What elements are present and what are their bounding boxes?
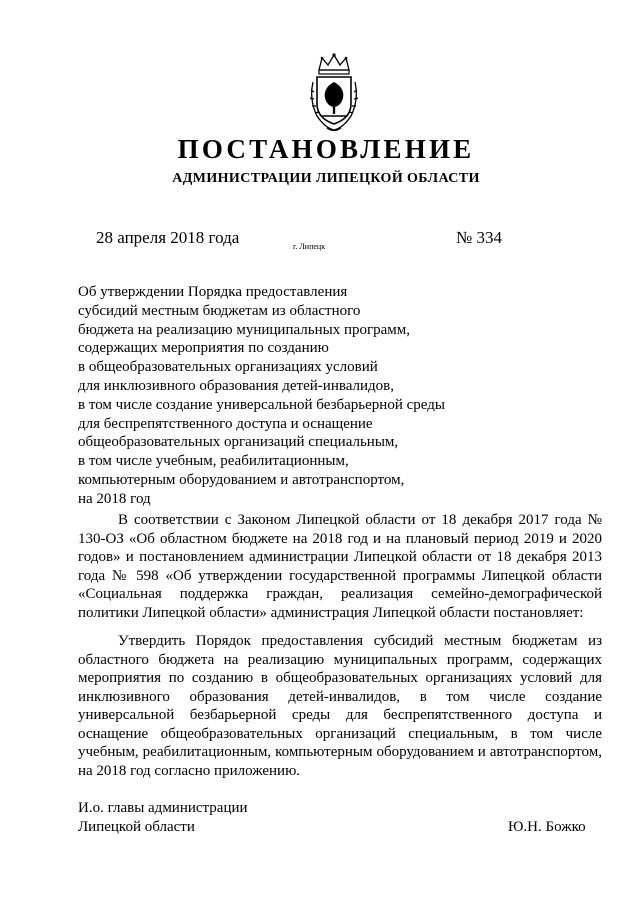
document-authority: АДМИНИСТРАЦИИ ЛИПЕЦКОЙ ОБЛАСТИ (172, 171, 480, 186)
subject-line: компьютерным оборудованием и автотранспортом, (78, 471, 405, 488)
signer-name: Ю.Н. Божко (508, 819, 586, 835)
document-title: ПОСТАНОВЛЕНИЕ (177, 134, 475, 164)
document-city: г. Липецк (293, 242, 326, 251)
body-paragraph-resolution: Утвердить Порядок предоставления субсидий местным бюджетам из областного бюджета на реализацию муниципальных программ, содержащих мероприятия по созданию в общеобразовательных организациях условий для инклюзивного образования детей-инвалидов, в том числе создание универсальной безбарьерной среды для беспрепятственного доступа и оснащение общеобразовательных организаций специальным, в том числе учебным, реабилитационным, компьютерным оборудованием и автотранспортом, на 2018 год согласно приложению. (78, 633, 602, 779)
subject-line: в общеобразовательных организациях условий (78, 359, 378, 376)
subject-line: содержащих мероприятия по созданию (78, 340, 329, 357)
signature-position (78, 799, 248, 837)
subject-line: субсидий местным бюджетам из областного (78, 302, 361, 319)
signature-position-line: Липецкой области (78, 819, 195, 835)
subject-line: в том числе создание универсальной безбарьерной среды (78, 396, 445, 413)
subject-line: бюджета на реализацию муниципальных программ, (78, 321, 411, 338)
coat-of-arms-icon (307, 52, 361, 134)
subject-line: Об утверждении Порядка предоставления (78, 284, 348, 300)
subject-line: общеобразовательных организаций специальным, (78, 434, 399, 451)
subject-line: для беспрепятственного доступа и оснащение (78, 415, 373, 432)
subject-line: в том числе учебным, реабилитационным, (78, 453, 349, 470)
document-number: № 334 (456, 228, 502, 247)
body-paragraph-preamble: В соответствии с Законом Липецкой области от 18 декабря 2017 года № 130-ОЗ «Об областном бюджете на 2018 год и на плановый период 2019 и 2020 годов» и постановлением администрации Липецкой области от 18 декабря 2013 года № 598 «Об утверждении государственной программы Липецкой области «Социальная поддержка граждан, реализация семейно-демографической политики Липецкой области» администрация Липецкой области постановляет: (78, 512, 602, 621)
signature-position-line: И.о. главы администрации (78, 800, 248, 816)
document-subject (78, 283, 498, 509)
subject-line: на 2018 год (78, 490, 151, 507)
document-date: 28 апреля 2018 года (96, 228, 240, 247)
subject-line: для инклюзивного образования детей-инвалидов, (78, 377, 394, 394)
